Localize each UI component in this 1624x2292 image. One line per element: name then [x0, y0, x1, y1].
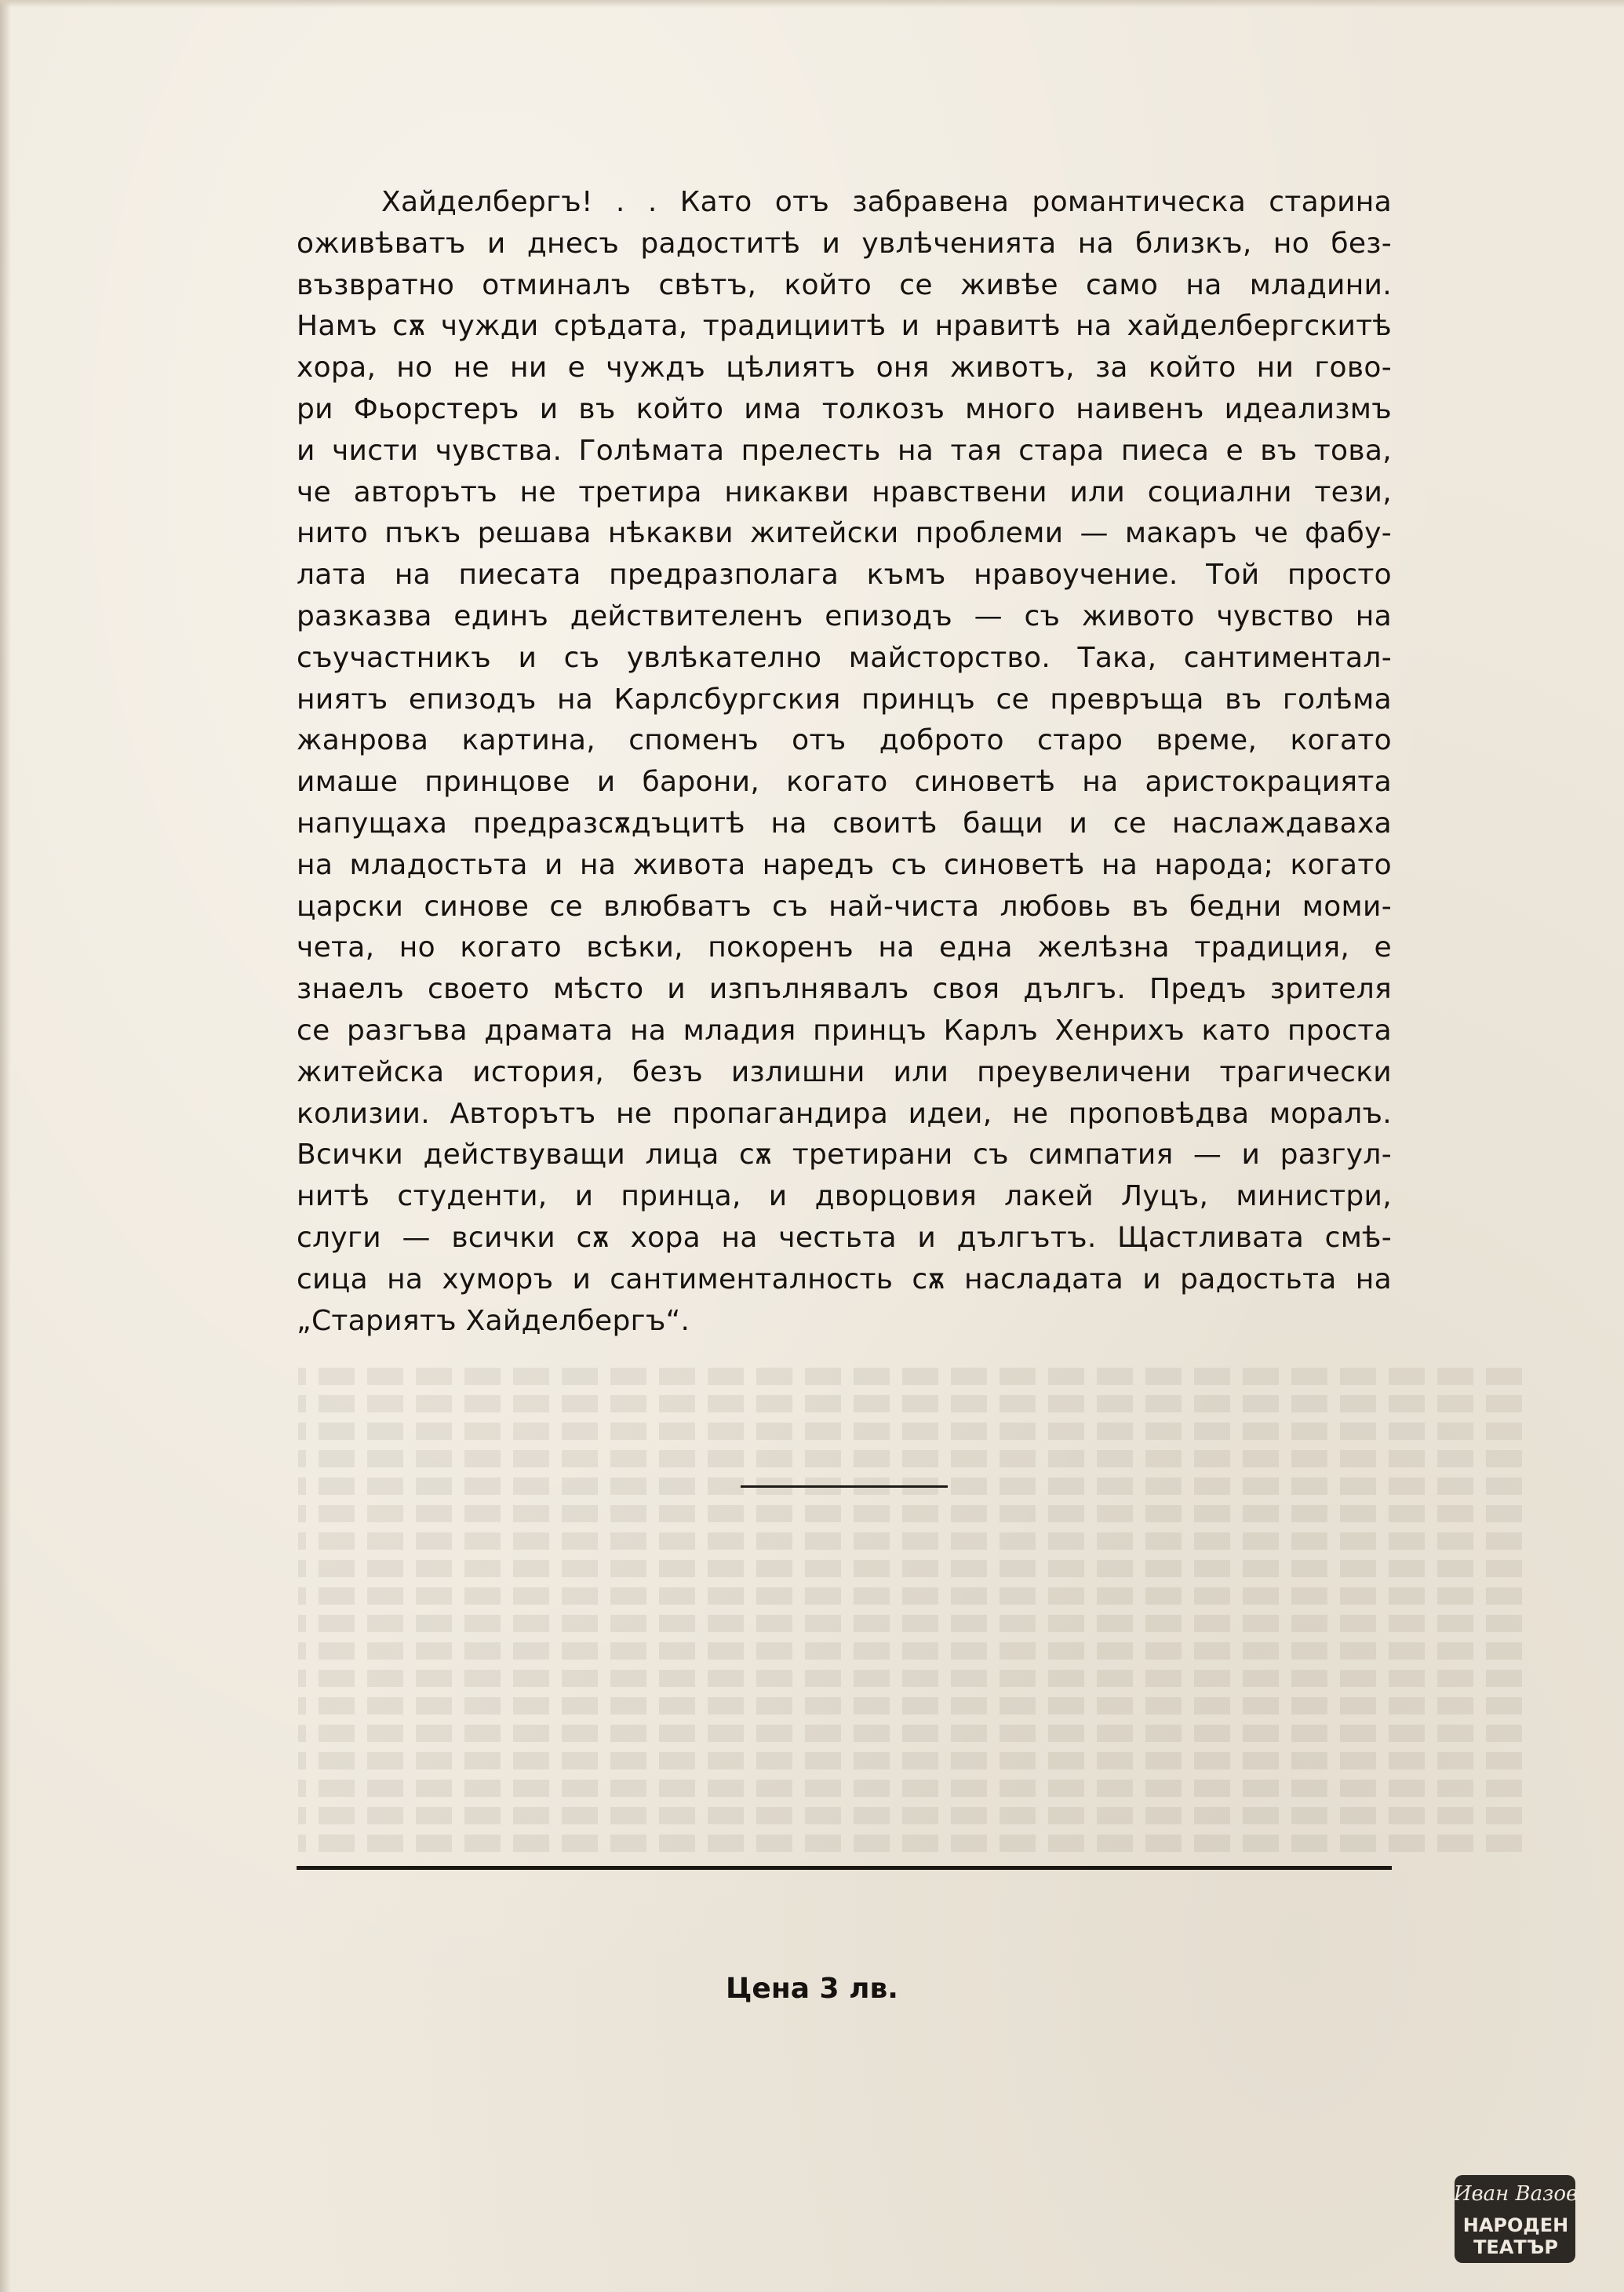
paragraph-line: нитѣ студенти, и принца, и дворцовия лакей Луцъ, министри, [297, 1180, 1392, 1213]
logo-script: Иван Вазов [1453, 2182, 1578, 2206]
paragraph-line: сица на хуморъ и сантименталность сѫ насладата и радостьта на [297, 1263, 1392, 1295]
bleed-through-text [298, 1357, 1522, 2040]
paragraph-line: имаше принцове и барони, когато синоветѣ на аристокрацията [297, 766, 1392, 799]
paragraph-line: напущаха предразсѫдъцитѣ на своитѣ бащи и се наслаждаваха [297, 807, 1392, 840]
paragraph-line: и чисти чувства. Голѣмата прелесть на тая стара пиеса е въ това, [297, 434, 1392, 467]
price-text: Цена 3 лв. [726, 1973, 898, 2005]
paragraph-line: Хайделбергъ! . . Като отъ забравена романтическа старина [381, 186, 1392, 218]
paper-edge-left [0, 0, 11, 2292]
price-label [0, 1973, 1624, 2005]
paragraph-line: Всички действуващи лица сѫ третирани съ симпатия — и разгул- [297, 1139, 1392, 1172]
paragraph-line: се разгъва драмата на младия принцъ Карлъ Хенрихъ като проста [297, 1014, 1392, 1047]
paper-edge-top [0, 0, 1624, 8]
paragraph-line: на младостьта и на живота наредъ съ синоветѣ на народа; когато [297, 848, 1392, 881]
national-theatre-logo [1450, 2166, 1582, 2268]
paragraph-line: жанрова картина, споменъ отъ доброто старо време, когато [297, 724, 1392, 757]
logo-line-1: НАРОДЕН [1462, 2214, 1569, 2236]
paragraph-line: царски синове се влюбватъ съ най-чиста любовь въ бедни моми- [297, 890, 1392, 923]
paragraph-line: чета, но когато всѣки, покоренъ на една желѣзна традиция, е [297, 931, 1392, 964]
paragraph-line: знаелъ своето мѣсто и изпълнявалъ своя дългъ. Предъ зрителя [297, 973, 1392, 1006]
paragraph-line: че авторътъ не третира никакви нравствени или социални тези, [297, 476, 1392, 508]
long-divider [297, 1866, 1392, 1870]
paragraph-line: разказва единъ действителенъ епизодъ — съ живото чувство на [297, 599, 1392, 632]
short-divider [741, 1485, 948, 1488]
paragraph-line: ри Фьорстеръ и въ който има толкозъ много наивенъ идеализмъ [297, 392, 1392, 425]
paragraph-line: ниятъ епизодъ на Карлсбургския принцъ се превръща въ голѣма [297, 683, 1392, 716]
paragraph-line: лата на пиесата предразполага къмъ нравоучение. Той просто [297, 559, 1392, 592]
paragraph-line: житейска история, безъ излишни или преувеличени трагически [297, 1055, 1392, 1088]
paragraph-line: Намъ сѫ чужди срѣдата, традициитѣ и нравитѣ на хайделбергскитѣ [297, 310, 1392, 343]
paragraph-line: съучастникъ и съ увлѣкателно майсторство. Така, сантиментал- [297, 641, 1392, 674]
logo-line-2: ТЕАТЪР [1473, 2236, 1558, 2258]
paragraph-line: нито пъкъ решава нѣкакви житейски проблеми — макаръ че фабу- [297, 517, 1392, 550]
paragraph-line: възвратно отминалъ свѣтъ, който се живѣе само на младини. [297, 268, 1392, 301]
paragraph-line: колизии. Авторътъ не пропагандира идеи, не проповѣдва моралъ. [297, 1097, 1392, 1130]
paragraph-line: „Стариятъ Хайделбергъ“. [297, 1304, 690, 1337]
paragraph-line: хора, но не ни е чуждъ цѣлиятъ оня животъ, за който ни гово- [297, 352, 1392, 384]
paragraph-line: слуги — всички сѫ хора на честьта и дългътъ. Щастливата смѣ- [297, 1221, 1392, 1254]
body-paragraph [297, 182, 1392, 1342]
paragraph-line: оживѣватъ и днесъ радоститѣ и увлѣченията на близкъ, но без- [297, 227, 1392, 260]
